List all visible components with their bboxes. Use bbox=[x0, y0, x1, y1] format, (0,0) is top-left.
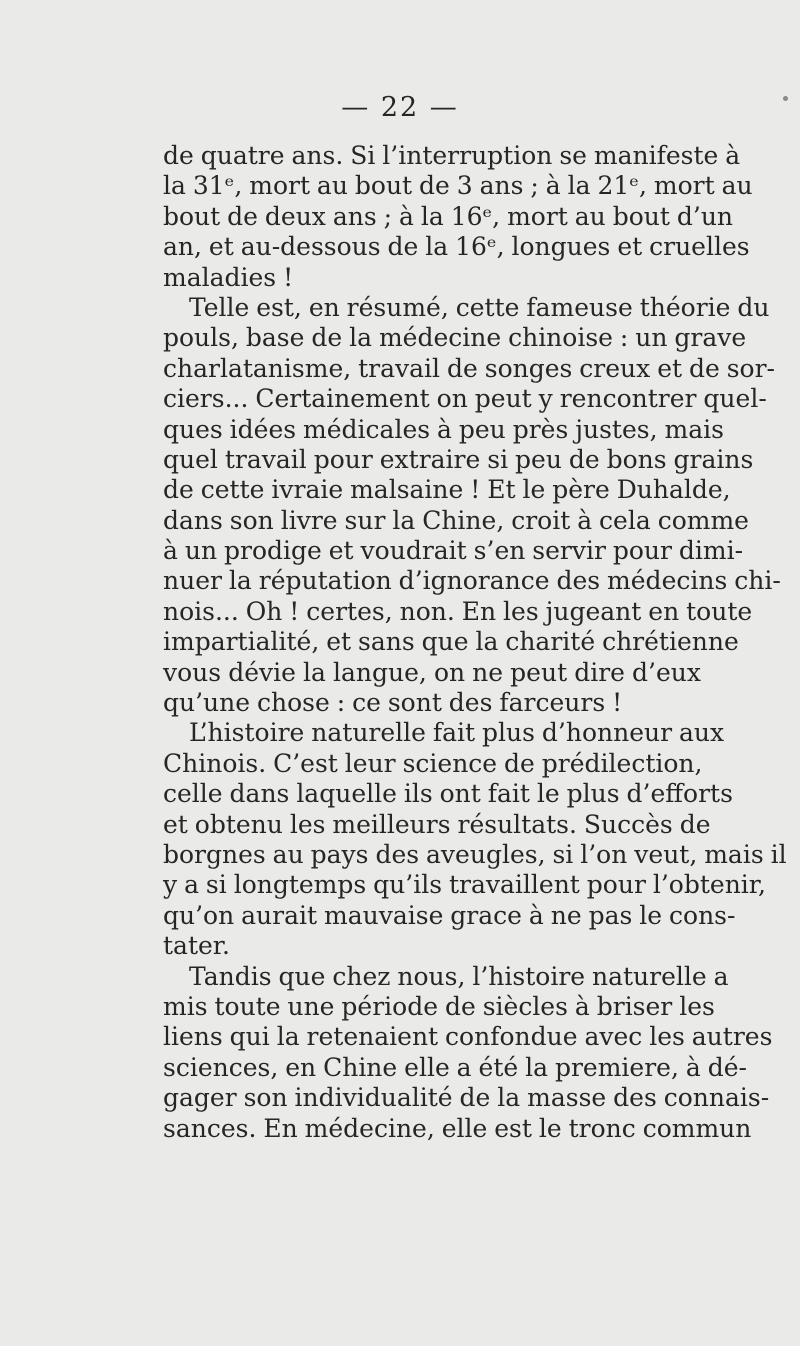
body-text bbox=[163, 141, 787, 1144]
text-line: impartialité, et sans que la charité chrétienne bbox=[163, 627, 739, 657]
text-line: an, et au-dessous de la 16ᵉ, longues et cruelles bbox=[163, 232, 750, 262]
text-line: et obtenu les meilleurs résultats. Succès de bbox=[163, 809, 711, 839]
text-line: L’histoire naturelle fait plus d’honneur aux bbox=[189, 718, 725, 748]
text-line: pouls, base de la médecine chinoise : un grave bbox=[163, 323, 747, 353]
text-line: maladies ! bbox=[163, 262, 294, 292]
text-line: à un prodige et voudrait s’en servir pour dimi- bbox=[163, 536, 744, 566]
text-line: de quatre ans. Si l’interruption se manifeste à bbox=[163, 141, 741, 170]
text-line: qu’on aurait mauvaise grace à ne pas le cons- bbox=[163, 900, 736, 930]
text-line: nuer la réputation d’ignorance des médecins chi- bbox=[163, 566, 781, 596]
text-line: Telle est, en résumé, cette fameuse théorie du bbox=[189, 292, 770, 322]
page-number bbox=[0, 92, 800, 123]
text-line: Chinois. C’est leur science de prédilection, bbox=[163, 748, 703, 778]
text-line: liens qui la retenaient confondue avec les autres bbox=[163, 1022, 773, 1052]
text-line: sances. En médecine, elle est le tronc commun bbox=[163, 1113, 752, 1143]
text-line: qu’une chose : ce sont des farceurs ! bbox=[163, 688, 623, 718]
text-line: Tandis que chez nous, l’histoire naturelle a bbox=[189, 961, 729, 991]
page-number-text: — 22 — bbox=[341, 92, 459, 123]
text-line: charlatanisme, travail de songes creux et de sor- bbox=[163, 353, 776, 383]
text-line: quel travail pour extraire si peu de bons grains bbox=[163, 444, 754, 474]
text-line: gager son individualité de la masse des connais- bbox=[163, 1083, 770, 1113]
text-line: la 31ᵉ, mort au bout de 3 ans ; à la 21ᵉ, mort au bbox=[163, 171, 753, 201]
text-line: dans son livre sur la Chine, croit à cela comme bbox=[163, 505, 749, 535]
text-line: nois... Oh ! certes, non. En les jugeant en toute bbox=[163, 596, 753, 626]
text-line: mis toute une période de siècles à briser les bbox=[163, 991, 715, 1021]
text-line: sciences, en Chine elle a été la premiere, à dé- bbox=[163, 1052, 747, 1082]
margin-dot bbox=[783, 96, 788, 101]
text-line: ciers... Certainement on peut y rencontrer quel- bbox=[163, 384, 767, 414]
text-line: borgnes au pays des aveugles, si l’on veut, mais il bbox=[163, 839, 787, 869]
text-line: vous dévie la langue, on ne peut dire d’eux bbox=[163, 657, 701, 687]
text-line: bout de deux ans ; à la 16ᵉ, mort au bout d’un bbox=[163, 201, 734, 231]
text-line: ques idées médicales à peu près justes, mais bbox=[163, 414, 724, 444]
text-line: celle dans laquelle ils ont fait le plus d’efforts bbox=[163, 779, 733, 809]
text-line: tater. bbox=[163, 931, 230, 961]
text-line: de cette ivraie malsaine ! Et le père Duhalde, bbox=[163, 475, 731, 505]
text-line: y a si longtemps qu’ils travaillent pour l’obtenir, bbox=[163, 870, 766, 900]
